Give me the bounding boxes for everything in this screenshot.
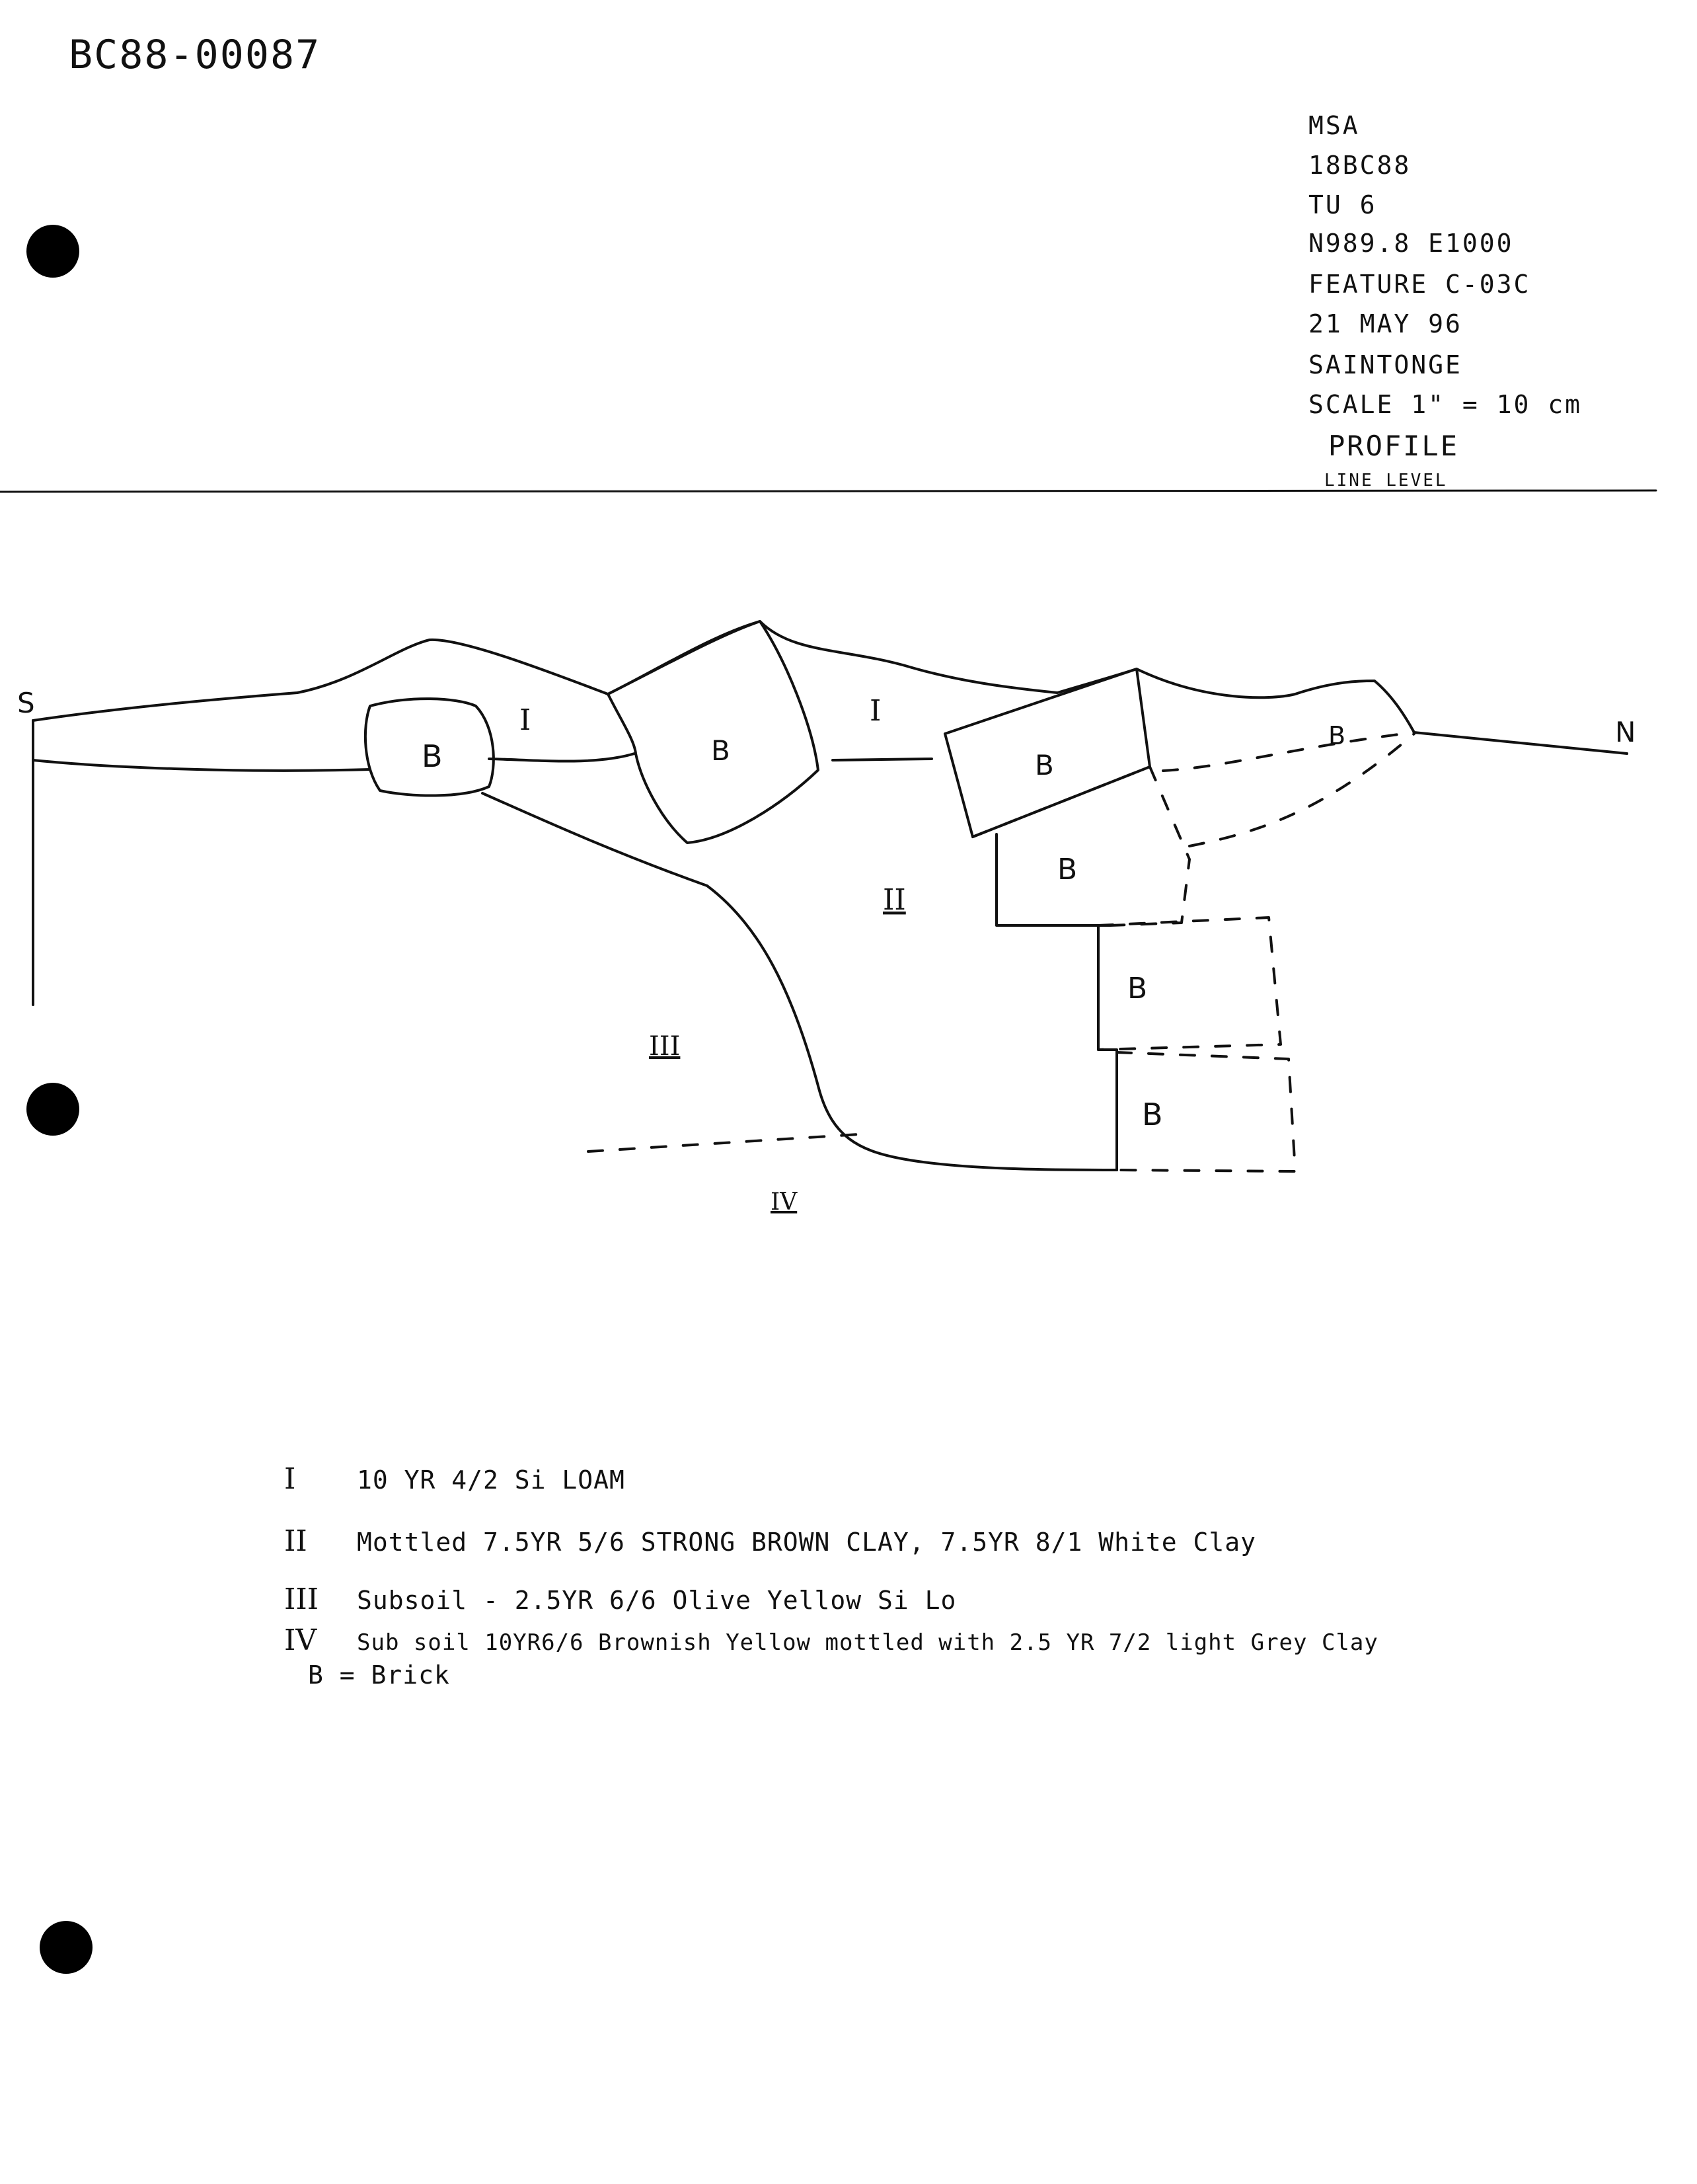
header-feature: FEATURE C-03C — [1308, 270, 1531, 299]
brick-label-3: B — [1035, 749, 1054, 781]
stratum-label-two: II — [883, 883, 906, 917]
stratum-one-boundary-mid — [489, 754, 634, 761]
legend-row-one — [284, 1462, 625, 1496]
header-date: 21 MAY 96 — [1308, 309, 1462, 338]
legend-description: Subsoil - 2.5YR 6/6 Olive Yellow Si Lo — [357, 1586, 957, 1615]
legend-row-three — [284, 1582, 956, 1616]
legend-row-brick — [308, 1660, 450, 1690]
header-view: PROFILE — [1328, 430, 1460, 462]
legend-numeral: III — [284, 1582, 319, 1616]
stratum-label-one-a: I — [519, 703, 531, 737]
north-label: N — [1615, 716, 1636, 748]
brick-label-5: B — [1057, 853, 1078, 886]
brick-outline-2 — [608, 621, 818, 843]
document-id: BC88-00087 — [69, 32, 321, 78]
stratum-label-three: III — [649, 1031, 681, 1062]
brick-label-1: B — [422, 738, 443, 774]
stratum-one-boundary-right — [833, 759, 932, 760]
header-ware: SAINTONGE — [1308, 350, 1462, 379]
stratum-label-four: IV — [771, 1189, 798, 1216]
legend-description: Sub soil 10YR6/6 Brownish Yellow mottled with 2.5 YR 7/2 light Grey Clay — [357, 1629, 1378, 1656]
header-scale: SCALE 1" = 10 cm — [1308, 390, 1583, 419]
stratum-label-one-b: I — [870, 694, 882, 728]
brick-outline-4 — [973, 767, 1189, 925]
legend-numeral: II — [284, 1524, 307, 1558]
stratum-one-boundary — [33, 760, 370, 771]
brick-stack-edge — [997, 834, 1117, 1170]
header-site: 18BC88 — [1308, 151, 1412, 180]
brick-label-2: B — [711, 734, 730, 767]
brick-label-4: B — [1328, 721, 1346, 750]
legend-description: 10 YR 4/2 Si LOAM — [357, 1465, 625, 1495]
header-project: MSA — [1308, 111, 1360, 140]
header-unit: TU 6 — [1308, 190, 1377, 219]
brick-label-7: B — [1142, 1097, 1163, 1132]
legend-numeral: I — [284, 1462, 296, 1496]
legend-row-four — [284, 1623, 1378, 1657]
legend-row-two — [284, 1524, 1256, 1558]
header-divider-line — [0, 490, 1656, 492]
legend-description: Mottled 7.5YR 5/6 STRONG BROWN CLAY, 7.5YR 8/1 White Clay — [357, 1528, 1257, 1557]
brick-outline-5 — [1098, 917, 1281, 1050]
brick-label-6: B — [1127, 972, 1148, 1005]
header-datum: LINE LEVEL — [1324, 471, 1448, 490]
ground-surface-line — [33, 621, 1627, 754]
header-coordinates: N989.8 E1000 — [1308, 229, 1514, 258]
legend-brick-key: B = Brick — [308, 1660, 450, 1690]
stratum-four-boundary — [588, 1134, 859, 1151]
legend-numeral: IV — [284, 1623, 317, 1657]
south-label: S — [17, 687, 35, 719]
stratum-three-boundary — [482, 793, 1117, 1170]
